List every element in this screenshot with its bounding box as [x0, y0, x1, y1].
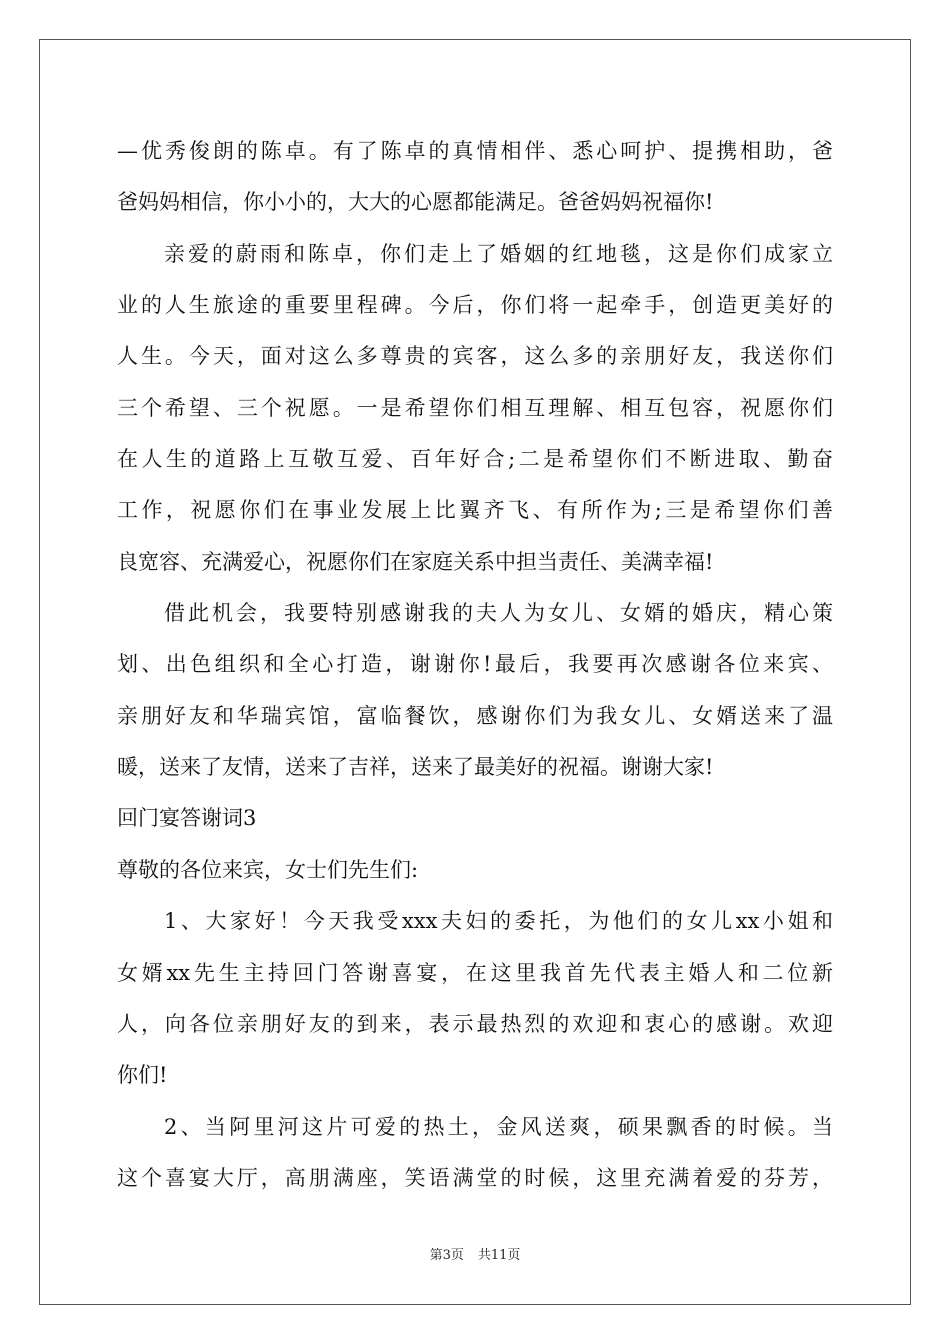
- document-body: [117, 126, 833, 1204]
- salutation: 尊敬的各位来宾，女士们先生们:: [117, 857, 419, 882]
- paragraph-start: 亲爱的蔚雨和陈卓，你们走上了婚姻的红地毯，这是你们成家立: [164, 241, 833, 266]
- page-number: 第3页: [429, 1248, 464, 1263]
- paragraph-start: 2、当阿里河这片可爱的热土，金风送爽，硕果飘香的时候。当: [164, 1114, 833, 1139]
- text-line: 人生。今天，面对这么多尊贵的宾客，这么多的亲朋好友，我送你们: [117, 344, 833, 369]
- text-line: 三个希望、三个祝愿。一是希望你们相互理解、相互包容，祝愿你们: [117, 395, 833, 420]
- text-line: 亲朋好友和华瑞宾馆，富临餐饮，感谢你们为我女儿、女婿送来了温: [117, 703, 833, 728]
- text-line: 暖，送来了友情，送来了吉祥，送来了最美好的祝福。谢谢大家!: [117, 755, 714, 780]
- page-total: 共11页: [477, 1248, 521, 1263]
- section-heading: 回门宴答谢词3: [117, 806, 257, 831]
- text-line: —优秀俊朗的陈卓。有了陈卓的真情相伴、悉心呵护、提携相助，爸: [117, 139, 833, 163]
- text-line: 这个喜宴大厅，高朋满座，笑语满堂的时候，这里充满着爱的芬芳，: [117, 1165, 833, 1190]
- text-line: 你们!: [117, 1063, 168, 1088]
- text-line: 工作，祝愿你们在事业发展上比翼齐飞、有所作为;三是希望你们善: [117, 498, 833, 523]
- text-line: 良宽容、充满爱心，祝愿你们在家庭关系中担当责任、美满幸福!: [117, 549, 714, 574]
- text-line: 爸妈妈相信，你小小的，大大的心愿都能满足。爸爸妈妈祝福你!: [117, 190, 714, 215]
- text-line: 女婿xx先生主持回门答谢喜宴，在这里我首先代表主婚人和二位新: [117, 960, 833, 985]
- text-line: 人，向各位亲朋好友的到来，表示最热烈的欢迎和衷心的感谢。欢迎: [117, 1011, 833, 1036]
- text-line: 在人生的道路上互敬互爱、百年好合;二是希望你们不断进取、勤奋: [117, 447, 833, 472]
- paragraph-start: 借此机会，我要特别感谢我的夫人为女儿、女婿的婚庆，精心策: [164, 601, 833, 626]
- paragraph-start: 1、大家好！今天我受xxx夫妇的委托，为他们的女儿xx小姐和: [164, 909, 833, 934]
- text-line: 业的人生旅途的重要里程碑。今后，你们将一起牵手，创造更美好的: [117, 293, 833, 318]
- text-line: 划、出色组织和全心打造，谢谢你!最后，我要再次感谢各位来宾、: [117, 652, 833, 677]
- page-footer: [0, 1247, 950, 1265]
